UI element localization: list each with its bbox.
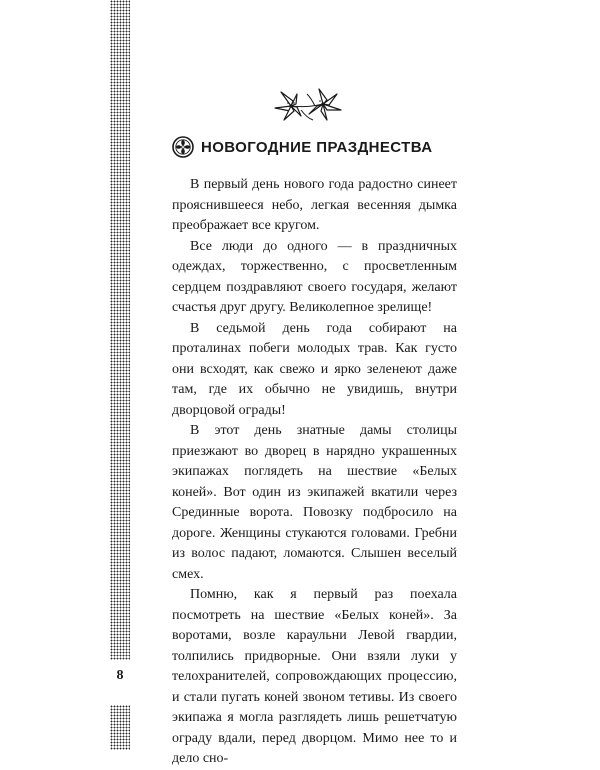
lily-flower-ornament-icon — [271, 86, 345, 124]
page-number: 8 — [116, 668, 124, 683]
heading-title: НОВОГОДНИЕ ПРАЗДНЕСТВА — [201, 138, 433, 156]
paragraph: В первый день нового года радостно синеет прояснившееся небо, легкая весенняя дымка преображает все кругом. — [172, 177, 457, 233]
body-text — [172, 175, 457, 770]
chapter-heading — [172, 136, 432, 158]
paragraph: Все люди до одного — в праздничных одеждах, торжественно, с просветленным сердцем поздравляют своего государя, желают счастья друг другу. Великолепное зрелище! — [172, 238, 457, 315]
dotted-side-band-bottom — [110, 705, 130, 750]
dotted-side-band — [110, 0, 130, 660]
paragraph: Помню, как я первый раз поехала посмотреть на шествие «Белых коней». За воротами, возле караульни Левой гвардии, толпились придворные. Они взяли луки у телохранителей, сопровождающих процессию, и стали пугать коней звоном тетивы. Из своего экипажа я могла разглядеть лишь решетчатую ограду вдали, перед дворцом. Мимо нее то и дело сно- — [172, 587, 457, 766]
paragraph: В этот день знатные дамы столицы приезжают во дворец в нарядно украшенных экипажах поглядеть на шествие «Белых коней». Вот один из экипажей вкатили через Срединные ворота. Повозку подбросило на дороге. Женщины стукаются головами. Гребни из волос падают, ломаются. Слышен веселый смех. — [172, 423, 457, 582]
mon-crest-icon — [172, 136, 194, 158]
paragraph: В седьмой день года собирают на проталинах побеги молодых трав. Как густо они всходят, как свежо и ярко зеленеют даже там, где их обычно не увидишь, внутри дворцовой ограды! — [172, 320, 457, 418]
